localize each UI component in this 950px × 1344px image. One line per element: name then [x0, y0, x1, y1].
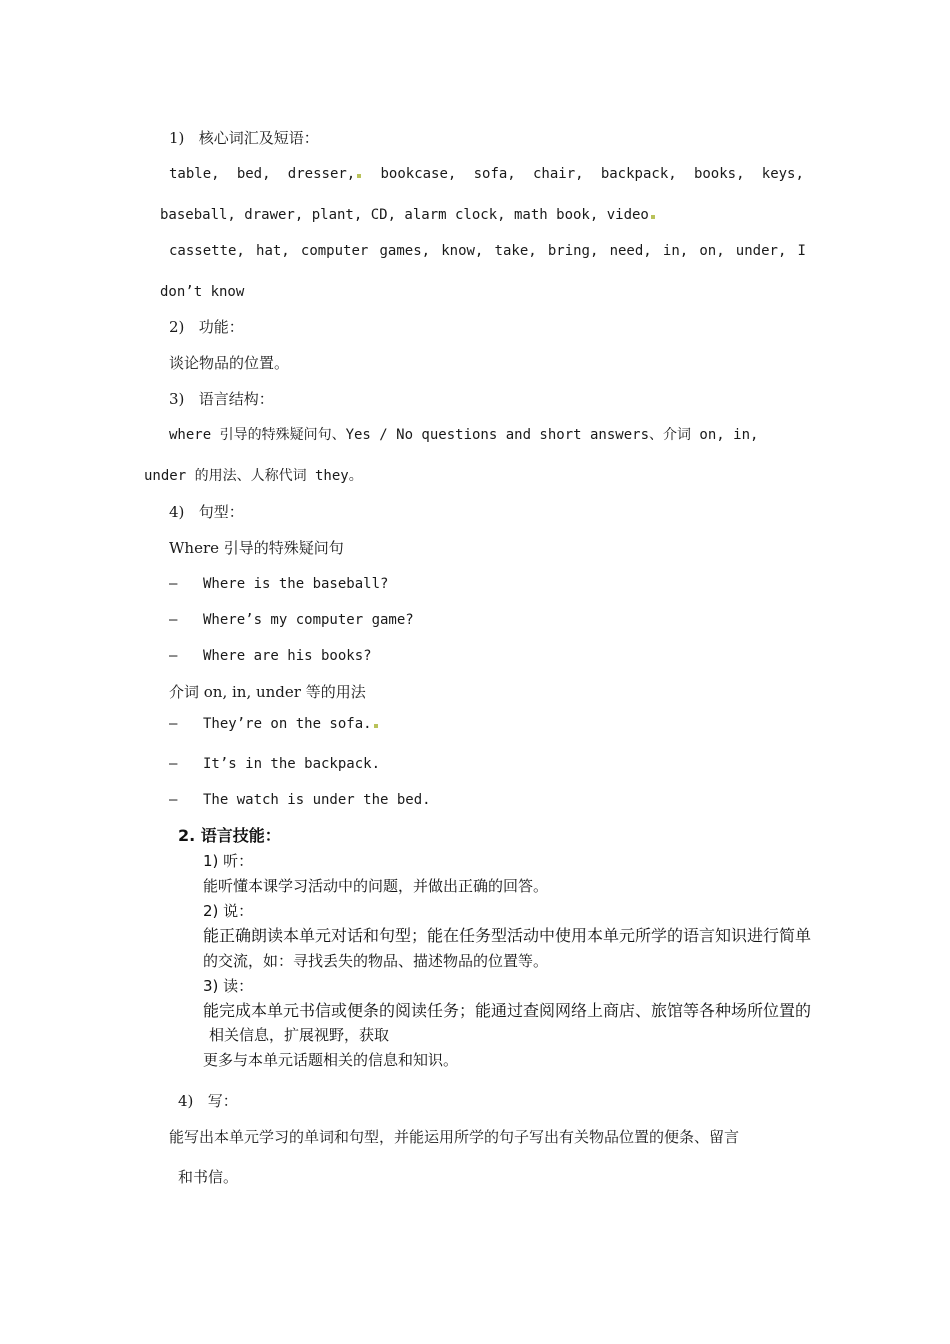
vocab-word: backpack,: [600, 166, 677, 182]
vocab-line-3: [169, 241, 806, 261]
vocab-word: cassette,: [169, 243, 245, 259]
where-title: Where 引导的特殊疑问句: [169, 539, 344, 557]
listen-text: 能听懂本课学习活动中的问题，并做出正确的回答。: [203, 877, 549, 895]
vocab-line-2: baseball, drawer, plant, CD, alarm clock, math book, video: [160, 205, 657, 225]
vocab-word: games,: [379, 243, 431, 259]
vocab-word: take,: [494, 243, 537, 259]
speak-text-1: 能正确朗读本单元对话和句型；能在任务型活动中使用本单元所学的语言知识进行简单: [203, 926, 812, 945]
where-item: — Where is the baseball?: [169, 576, 389, 592]
vocab-word: sofa,: [473, 166, 516, 182]
vocab-word: on,: [699, 243, 725, 259]
read-text-1: 能完成本单元书信或便条的阅读任务；能通过查阅网络上商店、旅馆等各种场所位置的: [203, 1001, 812, 1020]
vocab-word: table,: [169, 166, 220, 182]
vocab-word: know,: [441, 243, 484, 259]
vocab-line-1: [169, 164, 804, 184]
vocab-word: under,: [735, 243, 787, 259]
vocab-word: I: [797, 243, 806, 259]
prep-item: — They’re on the sofa.: [169, 714, 380, 734]
dash: —: [169, 612, 178, 628]
structure-line-1: where 引导的特殊疑问句、Yes / No questions and short answers、介词 on, in,: [169, 427, 759, 443]
edit-mark: [374, 724, 378, 728]
write-text-2: 和书信。: [178, 1168, 239, 1186]
dash: —: [169, 756, 178, 772]
structure-line-2: under 的用法、人称代词 they。: [144, 468, 363, 484]
skills-heading: 2. 语言技能：: [178, 826, 281, 845]
prep-item: — It’s in the backpack.: [169, 756, 381, 772]
function-heading: 2) 功能：: [169, 318, 244, 336]
structure-heading: 3) 语言结构：: [169, 390, 274, 408]
dash: —: [169, 648, 178, 664]
core-vocab-heading: 1) 核心词汇及短语：: [169, 129, 319, 147]
vocab-word: bed,: [236, 166, 271, 182]
vocab-word: books,: [693, 166, 745, 182]
prep-item: — The watch is under the bed.: [169, 792, 431, 808]
vocab-word: keys,: [761, 166, 804, 182]
where-item: — Where are his books?: [169, 648, 372, 664]
vocab-word: dresser,: [288, 164, 363, 184]
dash: —: [169, 716, 178, 732]
speak-text-2: 的交流，如：寻找丢失的物品、描述物品的位置等。: [203, 952, 549, 970]
speak-heading: 2) 说：: [203, 902, 254, 920]
dash: —: [169, 576, 178, 592]
edit-mark: [357, 174, 361, 178]
read-text-3: 更多与本单元话题相关的信息和知识。: [203, 1051, 459, 1069]
listen-heading: 1) 听：: [203, 852, 254, 870]
vocab-word: computer: [300, 243, 369, 259]
read-heading: 3) 读：: [203, 977, 254, 995]
vocab-word: chair,: [533, 166, 584, 182]
edit-mark: [651, 215, 655, 219]
vocab-word: hat,: [256, 243, 290, 259]
read-text-2: 相关信息，扩展视野，获取: [209, 1026, 390, 1044]
write-heading: 4) 写：: [178, 1092, 238, 1110]
function-text: 谈论物品的位置。: [169, 354, 290, 372]
sentences-heading: 4) 句型：: [169, 503, 244, 521]
vocab-word: bookcase,: [380, 166, 457, 182]
where-item: — Where’s my computer game?: [169, 612, 414, 628]
vocab-word: bring,: [547, 243, 599, 259]
vocab-word: need,: [609, 243, 652, 259]
write-text-1: 能写出本单元学习的单词和句型，并能运用所学的句子写出有关物品位置的便条、留言: [169, 1128, 740, 1146]
prep-title: 介词 on, in, under 等的用法: [169, 683, 366, 701]
dash: —: [169, 792, 178, 808]
vocab-word: in,: [662, 243, 689, 259]
vocab-line-4: don’t know: [160, 284, 245, 300]
